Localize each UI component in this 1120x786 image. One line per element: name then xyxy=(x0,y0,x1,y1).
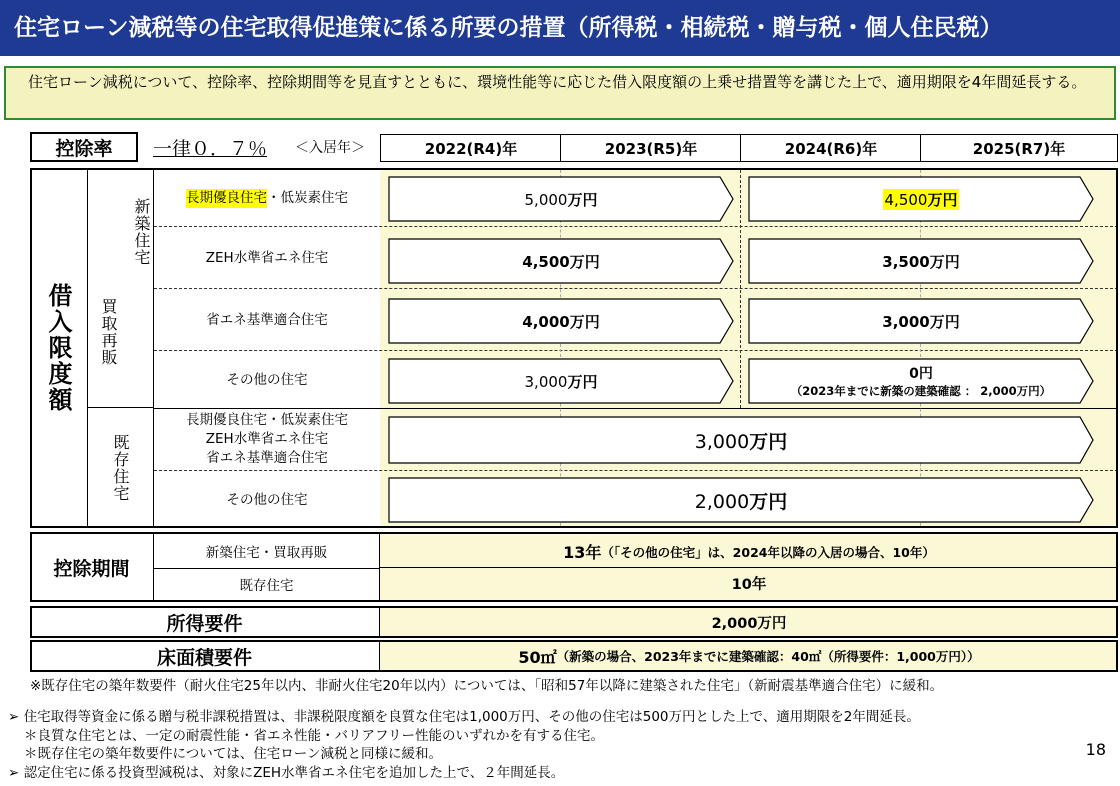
row-label-existing-certified: 長期優良住宅・低炭素住宅 ZEH水準省エネ住宅 省エネ基準適合住宅 xyxy=(186,411,348,466)
note-investment-tax: ➢ 認定住宅に係る投資型減税は、対象にZEH水準省エネ住宅を追加した上で、２年間延長。 xyxy=(8,765,565,781)
note-existing-age: ※既存住宅の築年数要件（耐火住宅25年以内、非耐火住宅20年以内）については、「昭和57年以降に建築された住宅」（新耐震基準適合住宅）に緩和。 xyxy=(30,678,944,694)
floor-requirement-row xyxy=(30,640,1118,672)
summary-box xyxy=(4,66,1116,120)
limit-arrow-long-life-2022: 5,000万円 xyxy=(388,176,734,222)
year-header-2024: 2024(R6)年 xyxy=(740,134,922,162)
resale-text: 買取再販 xyxy=(99,298,118,366)
row-label-long-life: 長期優良住宅 ・低炭素住宅 xyxy=(186,189,348,206)
borrow-limit-label: 借入限度額 xyxy=(30,168,88,528)
income-requirement-row xyxy=(30,606,1118,638)
row-label-existing-other: その他の住宅 xyxy=(226,491,308,508)
rate-label: 控除率 xyxy=(30,132,138,162)
limit-arrow-existing-certified: 3,000万円 xyxy=(388,416,1094,464)
page-number: 18 xyxy=(1085,740,1106,759)
period-frame xyxy=(30,532,1118,602)
year-header-2025: 2025(R7)年 xyxy=(920,134,1118,162)
limit-arrow-long-life-2024: 4,500万円 xyxy=(748,176,1094,222)
year-header-2022: 2022(R4)年 xyxy=(380,134,562,162)
floor-requirement-label: 床面積要件 xyxy=(30,640,380,672)
rate-value: 一律０．７％ xyxy=(152,137,267,160)
note-quality-housing: ＊良質な住宅とは、一定の耐震性能・省エネ性能・バリアフリー性能のいずれかを有する住宅。 xyxy=(24,728,604,744)
move-in-year-label: ＜入居年＞ xyxy=(295,140,365,156)
limit-arrow-existing-other: 2,000万円 xyxy=(388,477,1094,523)
limit-arrow-other-2022: 3,000万円 xyxy=(388,358,734,404)
long-life-highlight: 長期優良住宅 xyxy=(186,189,267,206)
limit-arrow-zeh-2024: 3,500万円 xyxy=(748,238,1094,284)
income-requirement-value: 2,000万円 xyxy=(380,608,1118,636)
limit-arrow-energy-2024: 3,000万円 xyxy=(748,298,1094,344)
note-gift-tax: ➢ 住宅取得等資金に係る贈与税非課税措置は、非課税限度額を良質な住宅は1,000万円、その他の住宅は500万円とした上で、適用期限を2年間延長。 xyxy=(8,709,920,725)
period-value-existing: 10年 xyxy=(380,567,1118,600)
limit-arrow-other-2024: 0円 （2023年までに新築の建築確認 ： 2,000万円） xyxy=(748,358,1094,404)
new-housing-text: 新築住宅 xyxy=(132,198,151,266)
limit-arrow-zeh-2022: 4,500万円 xyxy=(388,238,734,284)
row-label-zeh: ZEH水準省エネ住宅 xyxy=(205,249,329,266)
summary-text: 住宅ローン減税について、控除率、控除期間等を見直すとともに、環境性能等に応じた借入限度額の上乗せ措置等を講じた上で、適用期限を4年間延長する。 xyxy=(28,73,1087,91)
note-existing-relax: ＊既存住宅の築年数要件については、住宅ローン減税と同様に緩和。 xyxy=(24,746,442,762)
new-housing-label xyxy=(88,168,154,408)
page-title: 住宅ローン減税等の住宅取得促進策に係る所要の措置（所得税・相続税・贈与税・個人住民税） xyxy=(0,0,1120,56)
period-label-new: 新築住宅・買取再販 xyxy=(154,534,380,569)
year-header-2023: 2023(R5)年 xyxy=(560,134,742,162)
row-label-energy-standard: 省エネ基準適合住宅 xyxy=(206,311,328,328)
period-label-existing: 既存住宅 xyxy=(154,567,380,600)
deduction-period-label: 控除期間 xyxy=(30,532,154,602)
floor-requirement-value: 50㎡ （新築の場合、2023年までに建築確認：40㎡（所得要件：1,000万円）） xyxy=(380,642,1118,670)
limit-arrow-energy-2022: 4,000万円 xyxy=(388,298,734,344)
row-label-other: その他の住宅 xyxy=(226,371,308,388)
existing-housing-label: 既存住宅 xyxy=(88,408,154,528)
period-value-new: 13年 （「その他の住宅」は、2024年以降の入居の場合、10年） xyxy=(380,534,1118,569)
income-requirement-label: 所得要件 xyxy=(30,606,380,638)
